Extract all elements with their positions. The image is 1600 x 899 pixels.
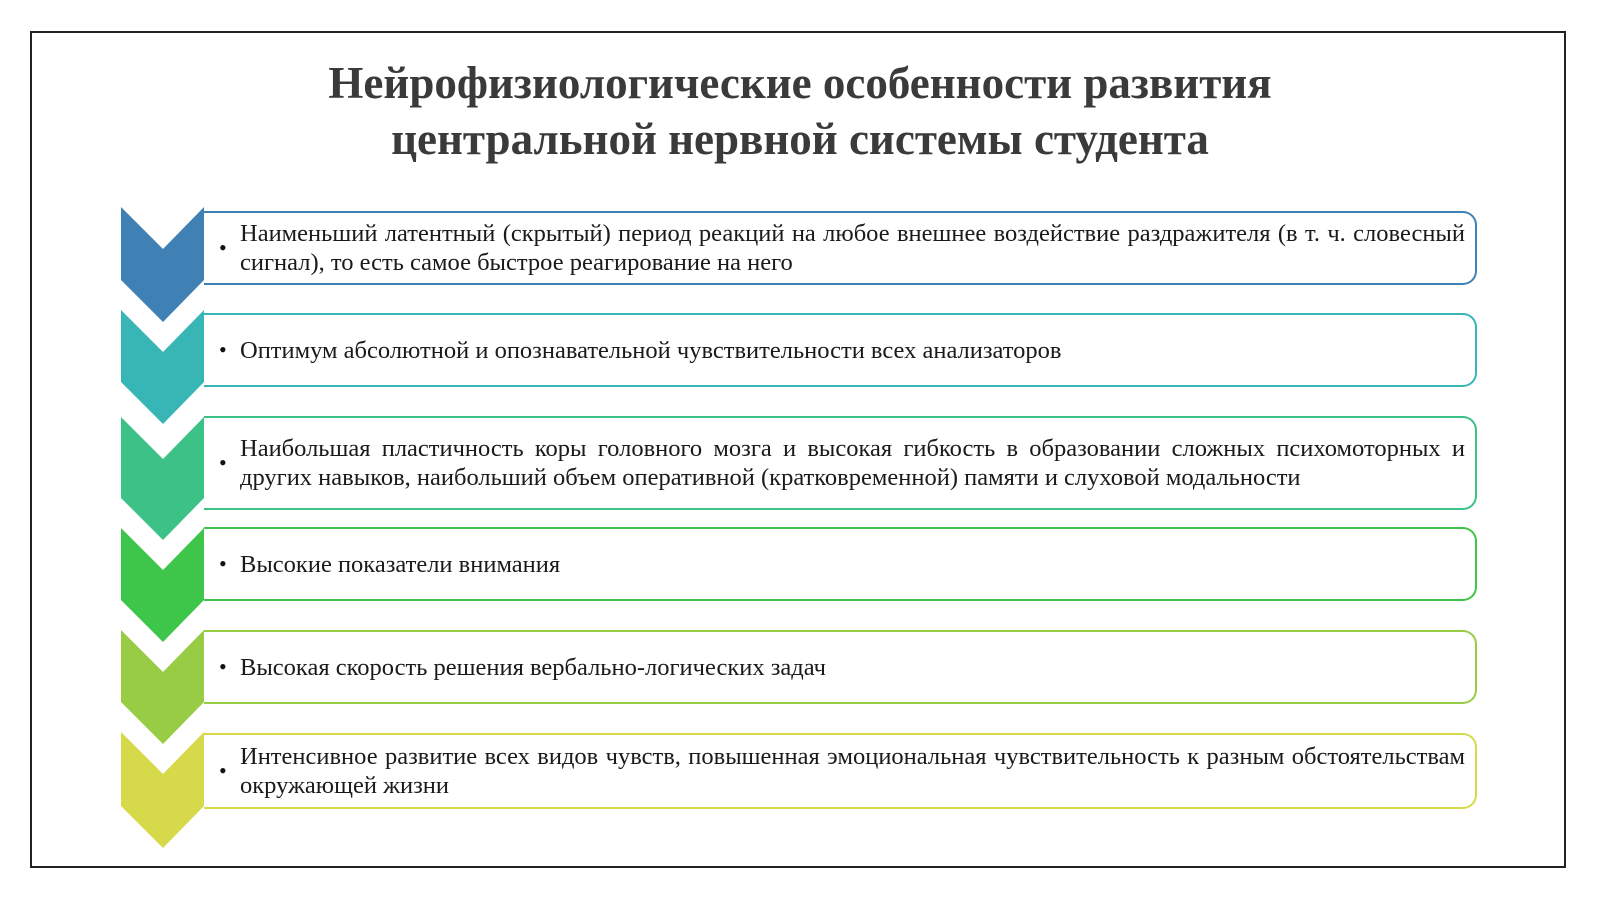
title-line-1: Нейрофизиологические особенности развития: [328, 58, 1272, 108]
bullet-icon: •: [219, 654, 227, 679]
chevron-4: [121, 528, 204, 642]
list-item-text: Наибольшая пластичность коры головного мозга и высокая гибкость в образовании сложных психомоторных и других навыков, наибольший объем оперативной (кратковременной) памяти и слуховой модальности: [240, 435, 1465, 491]
list-item-1: [204, 211, 1477, 285]
bullet-icon: •: [219, 551, 227, 576]
list-item-6: [204, 733, 1477, 809]
bullet-icon: •: [219, 758, 227, 783]
list-item-3: [204, 416, 1477, 510]
bullet-icon: •: [219, 337, 227, 362]
chevron-3: [121, 417, 204, 540]
chevron-1: [121, 207, 204, 322]
list-item-text: Интенсивное развитие всех видов чувств, повышенная эмоциональная чувствительность к разным обстоятельствам окружающей жизни: [240, 743, 1465, 799]
list-item-4: [204, 527, 1477, 601]
list-item-5: [204, 630, 1477, 704]
bullet-icon: •: [219, 450, 227, 475]
list-item-text: Высокая скорость решения вербально-логических задач: [240, 653, 826, 681]
bullet-icon: •: [219, 235, 227, 260]
list-item-text: Высокие показатели внимания: [240, 550, 561, 578]
chevron-5: [121, 630, 204, 744]
chevron-6: [121, 732, 204, 848]
list-item-text: Оптимум абсолютной и опознавательной чувствительности всех анализаторов: [240, 336, 1062, 364]
title-line-2: центральной нервной системы студента: [391, 114, 1209, 164]
list-item-2: [204, 313, 1477, 387]
chevron-2: [121, 310, 204, 424]
list-item-text: Наименьший латентный (скрытый) период реакций на любое внешнее воздействие раздражителя (в т. ч. словесный сигнал), то есть самое быстрое реагирование на него: [240, 220, 1465, 276]
